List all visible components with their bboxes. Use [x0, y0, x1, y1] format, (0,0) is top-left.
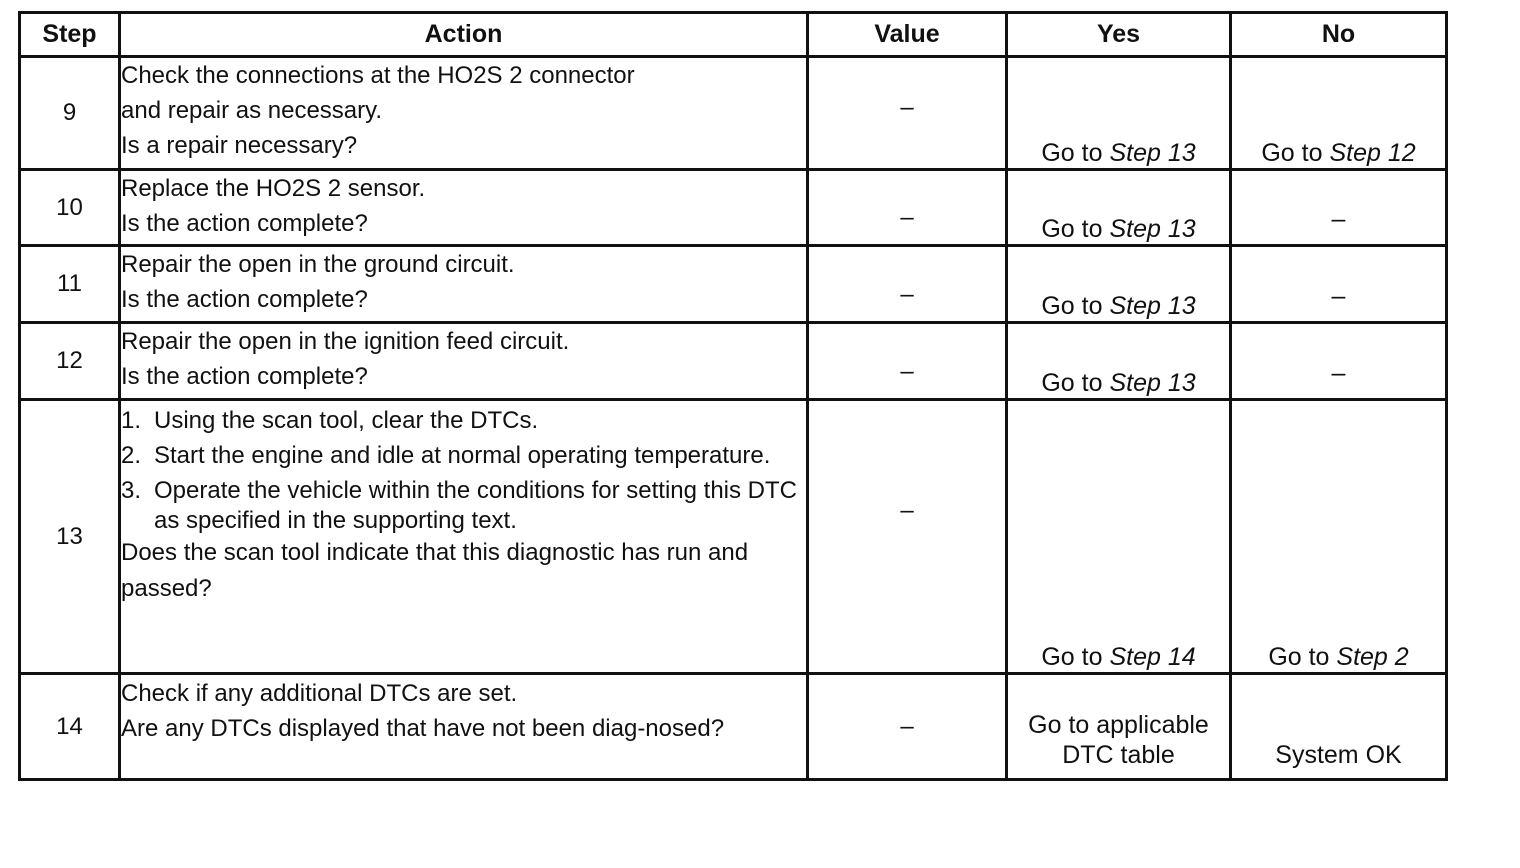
value-cell: – [808, 674, 1007, 780]
action-question: Is the action complete? [121, 363, 368, 390]
value-cell: – [808, 323, 1007, 400]
yes-prefix: Go to [1041, 139, 1110, 167]
step-number: 9 [20, 57, 120, 170]
header-step: Step [20, 13, 120, 57]
header-no: No [1231, 13, 1447, 57]
step-number: 11 [20, 246, 120, 323]
no-cell [1231, 57, 1447, 170]
action-cell [120, 674, 808, 780]
action-cell [120, 246, 808, 323]
yes-prefix: Go to [1041, 369, 1110, 397]
action-line: Replace the HO2S 2 sensor. [121, 175, 426, 202]
value-cell: – [808, 57, 1007, 170]
action-line: Repair the open in the ignition feed circuit. [121, 328, 570, 355]
action-cell [120, 170, 808, 246]
value-cell: – [808, 246, 1007, 323]
value-cell: – [808, 170, 1007, 246]
action-line: Check the connections at the HO2S 2 connector [121, 62, 635, 89]
yes-cell [1007, 57, 1231, 170]
yes-step-link[interactable]: Step 13 [1109, 215, 1196, 243]
action-question: Is the action complete? [121, 210, 368, 237]
header-action: Action [120, 13, 808, 57]
list-text: Operate the vehicle within the conditions for setting this DTC as specified in the supporting text. [154, 477, 797, 534]
action-line: Check if any additional DTCs are set. [121, 680, 518, 707]
yes-step-link[interactable]: Step 13 [1109, 292, 1196, 320]
no-prefix: Go to [1261, 139, 1330, 167]
action-steps-list [121, 406, 806, 536]
action-line: Repair the open in the ground circuit. [121, 251, 515, 278]
yes-step-link[interactable]: Step 13 [1109, 369, 1196, 397]
list-item [121, 476, 806, 536]
diagnostic-table [18, 11, 1448, 781]
list-text: Using the scan tool, clear the DTCs. [154, 407, 539, 434]
table-row-step-12 [20, 323, 1447, 400]
no-cell [1231, 400, 1447, 674]
yes-prefix: Go to [1041, 292, 1110, 320]
action-line: and repair as necessary. [121, 97, 383, 124]
header-value: Value [808, 13, 1007, 57]
yes-prefix: Go to [1041, 643, 1110, 671]
table-row-step-14 [20, 674, 1447, 780]
yes-prefix: Go to [1041, 215, 1110, 243]
no-cell: – [1231, 246, 1447, 323]
list-text: Start the engine and idle at normal operating temperature. [154, 442, 771, 469]
yes-cell [1007, 400, 1231, 674]
yes-cell [1007, 323, 1231, 400]
action-question: Is the action complete? [121, 286, 368, 313]
step-number: 14 [20, 674, 120, 780]
step-number: 13 [20, 400, 120, 674]
list-number: 1. [121, 407, 142, 434]
table-row-step-10 [20, 170, 1447, 246]
value-cell: – [808, 400, 1007, 674]
yes-line[interactable]: Go to applicable [1028, 711, 1209, 739]
step-number: 12 [20, 323, 120, 400]
action-cell [120, 57, 808, 170]
header-yes: Yes [1007, 13, 1231, 57]
yes-line[interactable]: DTC table [1062, 741, 1175, 769]
header-row [20, 13, 1447, 57]
action-question: Is a repair necessary? [121, 132, 358, 159]
no-step-link[interactable]: Step 12 [1329, 139, 1416, 167]
no-prefix: Go to [1268, 643, 1337, 671]
table-row-step-13 [20, 400, 1447, 674]
table-row-step-9 [20, 57, 1447, 170]
no-cell: System OK [1231, 674, 1447, 780]
action-cell [120, 400, 808, 674]
list-item [121, 441, 806, 471]
table-row-step-11 [20, 246, 1447, 323]
list-number: 2. [121, 442, 142, 469]
yes-cell [1007, 170, 1231, 246]
yes-step-link[interactable]: Step 13 [1109, 139, 1196, 167]
yes-cell [1007, 674, 1231, 780]
yes-step-link[interactable]: Step 14 [1109, 643, 1196, 671]
list-item [121, 406, 806, 436]
step-number: 10 [20, 170, 120, 246]
no-cell: – [1231, 170, 1447, 246]
action-question: Are any DTCs displayed that have not been diag-nosed? [121, 715, 725, 742]
action-cell [120, 323, 808, 400]
action-question: Does the scan tool indicate that this diagnostic has run and passed? [121, 539, 749, 602]
yes-cell [1007, 246, 1231, 323]
no-step-link[interactable]: Step 2 [1336, 643, 1409, 671]
list-number: 3. [121, 477, 142, 504]
no-cell: – [1231, 323, 1447, 400]
